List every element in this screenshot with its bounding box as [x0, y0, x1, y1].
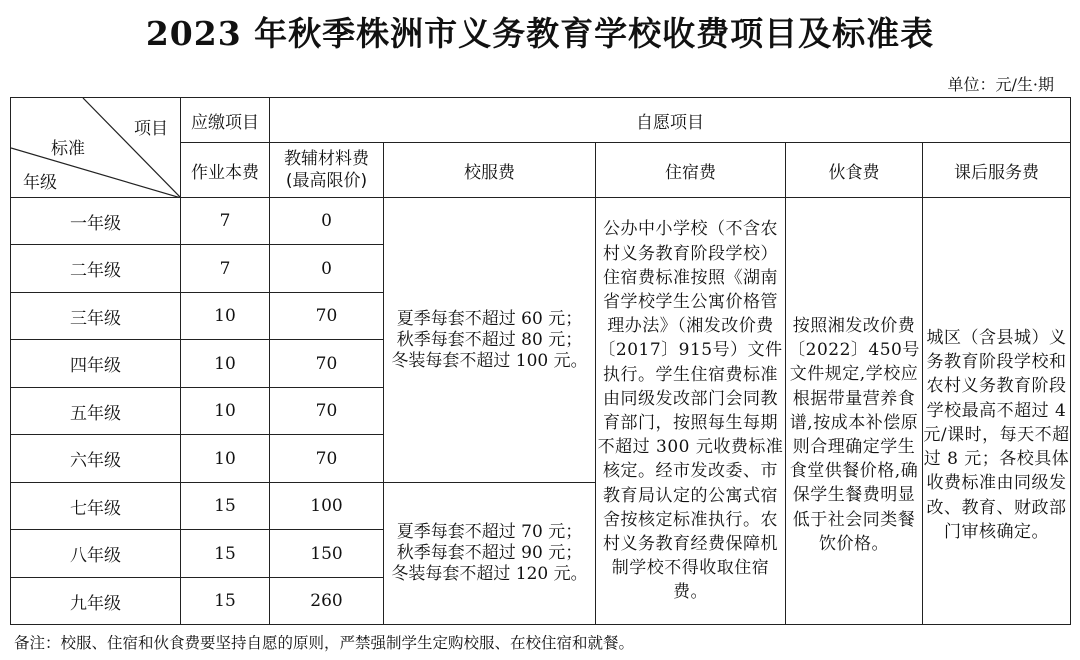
materials-fee-cell: 70 — [270, 388, 384, 435]
table-row — [11, 198, 1071, 245]
page-title: 2023 年秋季株洲市义务教育学校收费项目及标准表 — [145, 14, 935, 53]
uniform-fee-header: 校服费 — [384, 143, 596, 198]
grade-cell: 一年级 — [11, 198, 181, 245]
uniform-primary-cell — [384, 198, 596, 483]
meals-fee-text: 按照湘发改价费〔2022〕450号文件规定,学校应根据带量营养食谱,按成本补偿原则合理确定学生食堂供餐价格,确保学生餐费明显低于社会同类餐饮价格。 — [786, 198, 923, 625]
after-school-fee-text: 城区（含县城）义务教育阶段学校和农村义务教育阶段学校最高不超过 4 元/课时，每天不超过 8 元；各校具体收费标准由同级发改、教育、财政部门审核确定。 — [923, 198, 1071, 625]
materials-fee-cell: 70 — [270, 435, 384, 483]
lodging-fee-header: 住宿费 — [596, 143, 786, 198]
materials-fee-cell: 150 — [270, 530, 384, 578]
unit-label: 单位：元/生·期 — [947, 75, 1054, 94]
homework-fee-header: 作业本费 — [181, 143, 270, 198]
corner-grade-label: 年级 — [23, 173, 57, 193]
materials-fee-header-line1: 教辅材料费 — [284, 149, 369, 169]
uniform-middle-line: 秋季每套不超过 90 元； — [396, 543, 583, 563]
grade-cell: 九年级 — [11, 578, 181, 625]
materials-fee-cell: 0 — [270, 198, 384, 245]
meals-fee-header: 伙食费 — [786, 143, 923, 198]
lodging-fee-text: 公办中小学校（不含农村义务教育阶段学校）住宿费标准按照《湖南省学校学生公寓价格管理办法》（湘发改价费〔2017〕915号）文件执行。学生住宿费标准由同级发改部门会同教育部门，按照每生每期不超过 300 元收费标准核定。经市发改委、市教育局认定的公寓式宿舍按核定标准执行。农村义务教育经费保障机制学校不得收取住宿费。 — [596, 198, 786, 625]
corner-standard-label: 标准 — [51, 139, 85, 159]
homework-fee-cell: 15 — [181, 578, 270, 625]
homework-fee-cell: 7 — [181, 245, 270, 293]
uniform-middle-line: 夏季每套不超过 70 元； — [396, 522, 583, 542]
uniform-primary-line: 秋季每套不超过 80 元； — [396, 329, 583, 350]
materials-fee-cell: 0 — [270, 245, 384, 293]
materials-fee-header — [270, 143, 384, 198]
grade-cell: 四年级 — [11, 340, 181, 388]
materials-fee-cell: 70 — [270, 340, 384, 388]
homework-fee-cell: 10 — [181, 388, 270, 435]
homework-fee-cell: 7 — [181, 198, 270, 245]
grade-cell: 五年级 — [11, 388, 181, 435]
voluntary-items-header: 自愿项目 — [270, 98, 1071, 143]
grade-cell: 六年级 — [11, 435, 181, 483]
materials-fee-cell: 100 — [270, 483, 384, 530]
grade-cell: 八年级 — [11, 530, 181, 578]
uniform-primary-line: 冬装每套不超过 100 元。 — [391, 350, 588, 371]
corner-item-label: 项目 — [134, 119, 168, 139]
grade-cell: 七年级 — [11, 483, 181, 530]
footnote: 备注：校服、住宿和伙食费要坚持自愿的原则，严禁强制学生定购校服、在校住宿和就餐。 — [14, 634, 635, 652]
header-corner-cell — [11, 98, 181, 198]
homework-fee-cell: 15 — [181, 530, 270, 578]
homework-fee-cell: 10 — [181, 293, 270, 340]
uniform-middle-line: 冬装每套不超过 120 元。 — [391, 564, 588, 584]
homework-fee-cell: 10 — [181, 340, 270, 388]
materials-fee-header-line2: (最高限价) — [285, 171, 368, 191]
grade-cell: 三年级 — [11, 293, 181, 340]
uniform-primary-line: 夏季每套不超过 60 元； — [396, 308, 583, 329]
after-school-fee-header: 课后服务费 — [923, 143, 1071, 198]
materials-fee-cell: 260 — [270, 578, 384, 625]
uniform-middle-cell — [384, 483, 596, 625]
grade-cell: 二年级 — [11, 245, 181, 293]
homework-fee-cell: 15 — [181, 483, 270, 530]
homework-fee-cell: 10 — [181, 435, 270, 483]
materials-fee-cell: 70 — [270, 293, 384, 340]
fee-table — [10, 97, 1071, 625]
required-items-header: 应缴项目 — [181, 98, 270, 143]
